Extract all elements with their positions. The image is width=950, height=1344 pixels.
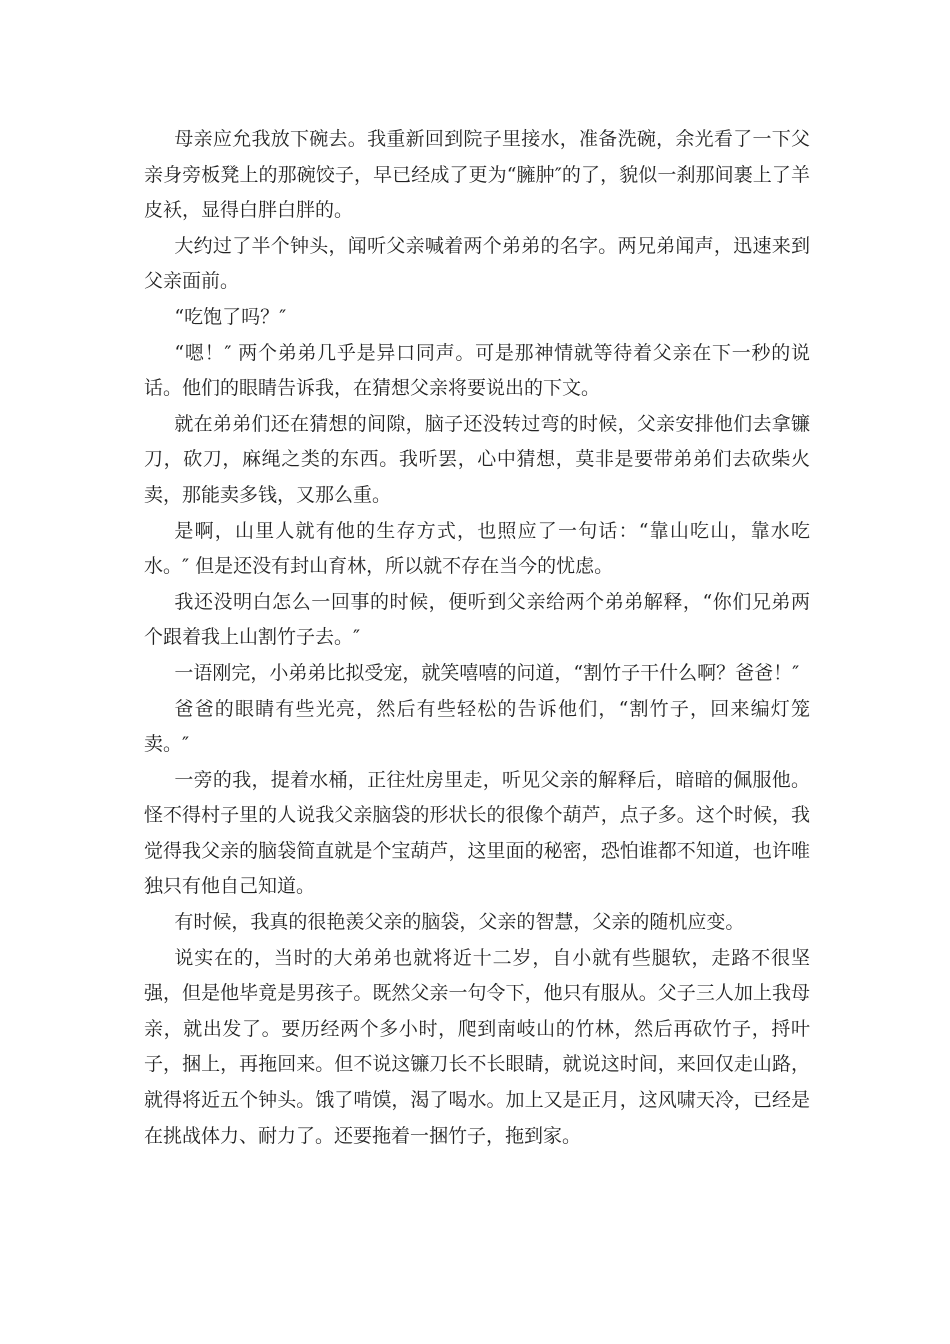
paragraph: 说实在的，当时的大弟弟也就将近十二岁，自小就有些腿软，走路不很坚强，但是他毕竟是男孩子。既然父亲一句令下，他只有服从。父子三人加上我母亲，就出发了。要历经两个多小时，爬到南岐山的竹林，然后再砍竹子，捋叶子，捆上，再拖回来。但不说这镰刀长不长眼睛，就说这时间，来回仅走山路，就得将近五个钟头。饿了啃馍，渴了喝水。加上又是正月，这风啸天冷，已经是在挑战体力、耐力了。还要拖着一捆竹子，拖到家。 — [144, 946, 810, 1147]
paragraph: 一语刚完，小弟弟比拟受宠，就笑嘻嘻的问道，“割竹子干什么啊？爸爸！″ — [174, 661, 800, 684]
paragraph: 就在弟弟们还在猜想的间隙，脑子还没转过弯的时候，父亲安排他们去拿镰刀，砍刀，麻绳之类的东西。我听罢，心中猜想，莫非是要带弟弟们去砍柴火卖，那能卖多钱，又那么重。 — [144, 412, 810, 506]
paragraph: 爸爸的眼睛有些光亮，然后有些轻松的告诉他们，“割竹子，回来编灯笼卖。″ — [144, 697, 810, 756]
paragraph: “嗯！″ 两个弟弟几乎是异口同声。可是那神情就等待着父亲在下一秒的说话。他们的眼睛告诉我，在猜想父亲将要说出的下文。 — [144, 341, 810, 400]
paragraph: 一旁的我，提着水桶，正往灶房里走，听见父亲的解释后，暗暗的佩服他。怪不得村子里的人说我父亲脑袋的形状长的很像个葫芦，点子多。这个时候，我觉得我父亲的脑袋简直就是个宝葫芦，这里面的秘密，恐怕谁都不知道，也许唯独只有他自己知道。 — [144, 768, 810, 898]
body-text — [144, 122, 810, 1154]
paragraph: “吃饱了吗？″ — [174, 305, 287, 328]
paragraph: 我还没明白怎么一回事的时候，便听到父亲给两个弟弟解释，“你们兄弟两个跟着我上山割竹子去。″ — [144, 590, 810, 649]
paragraph: 大约过了半个钟头，闻听父亲喊着两个弟弟的名字。两兄弟闻声，迅速来到父亲面前。 — [144, 234, 810, 293]
paragraph: 有时候，我真的很艳羡父亲的脑袋，父亲的智慧，父亲的随机应变。 — [174, 911, 745, 934]
paragraph: 母亲应允我放下碗去。我重新回到院子里接水，准备洗碗，余光看了一下父亲身旁板凳上的那碗饺子，早已经成了更为“臃肿″的了，貌似一刹那间裹上了羊皮袄，显得白胖白胖的。 — [144, 128, 810, 222]
paragraph: 是啊，山里人就有他的生存方式，也照应了一句话：“靠山吃山，靠水吃水。″ 但是还没有封山育林，所以就不存在当今的忧虑。 — [144, 519, 810, 578]
